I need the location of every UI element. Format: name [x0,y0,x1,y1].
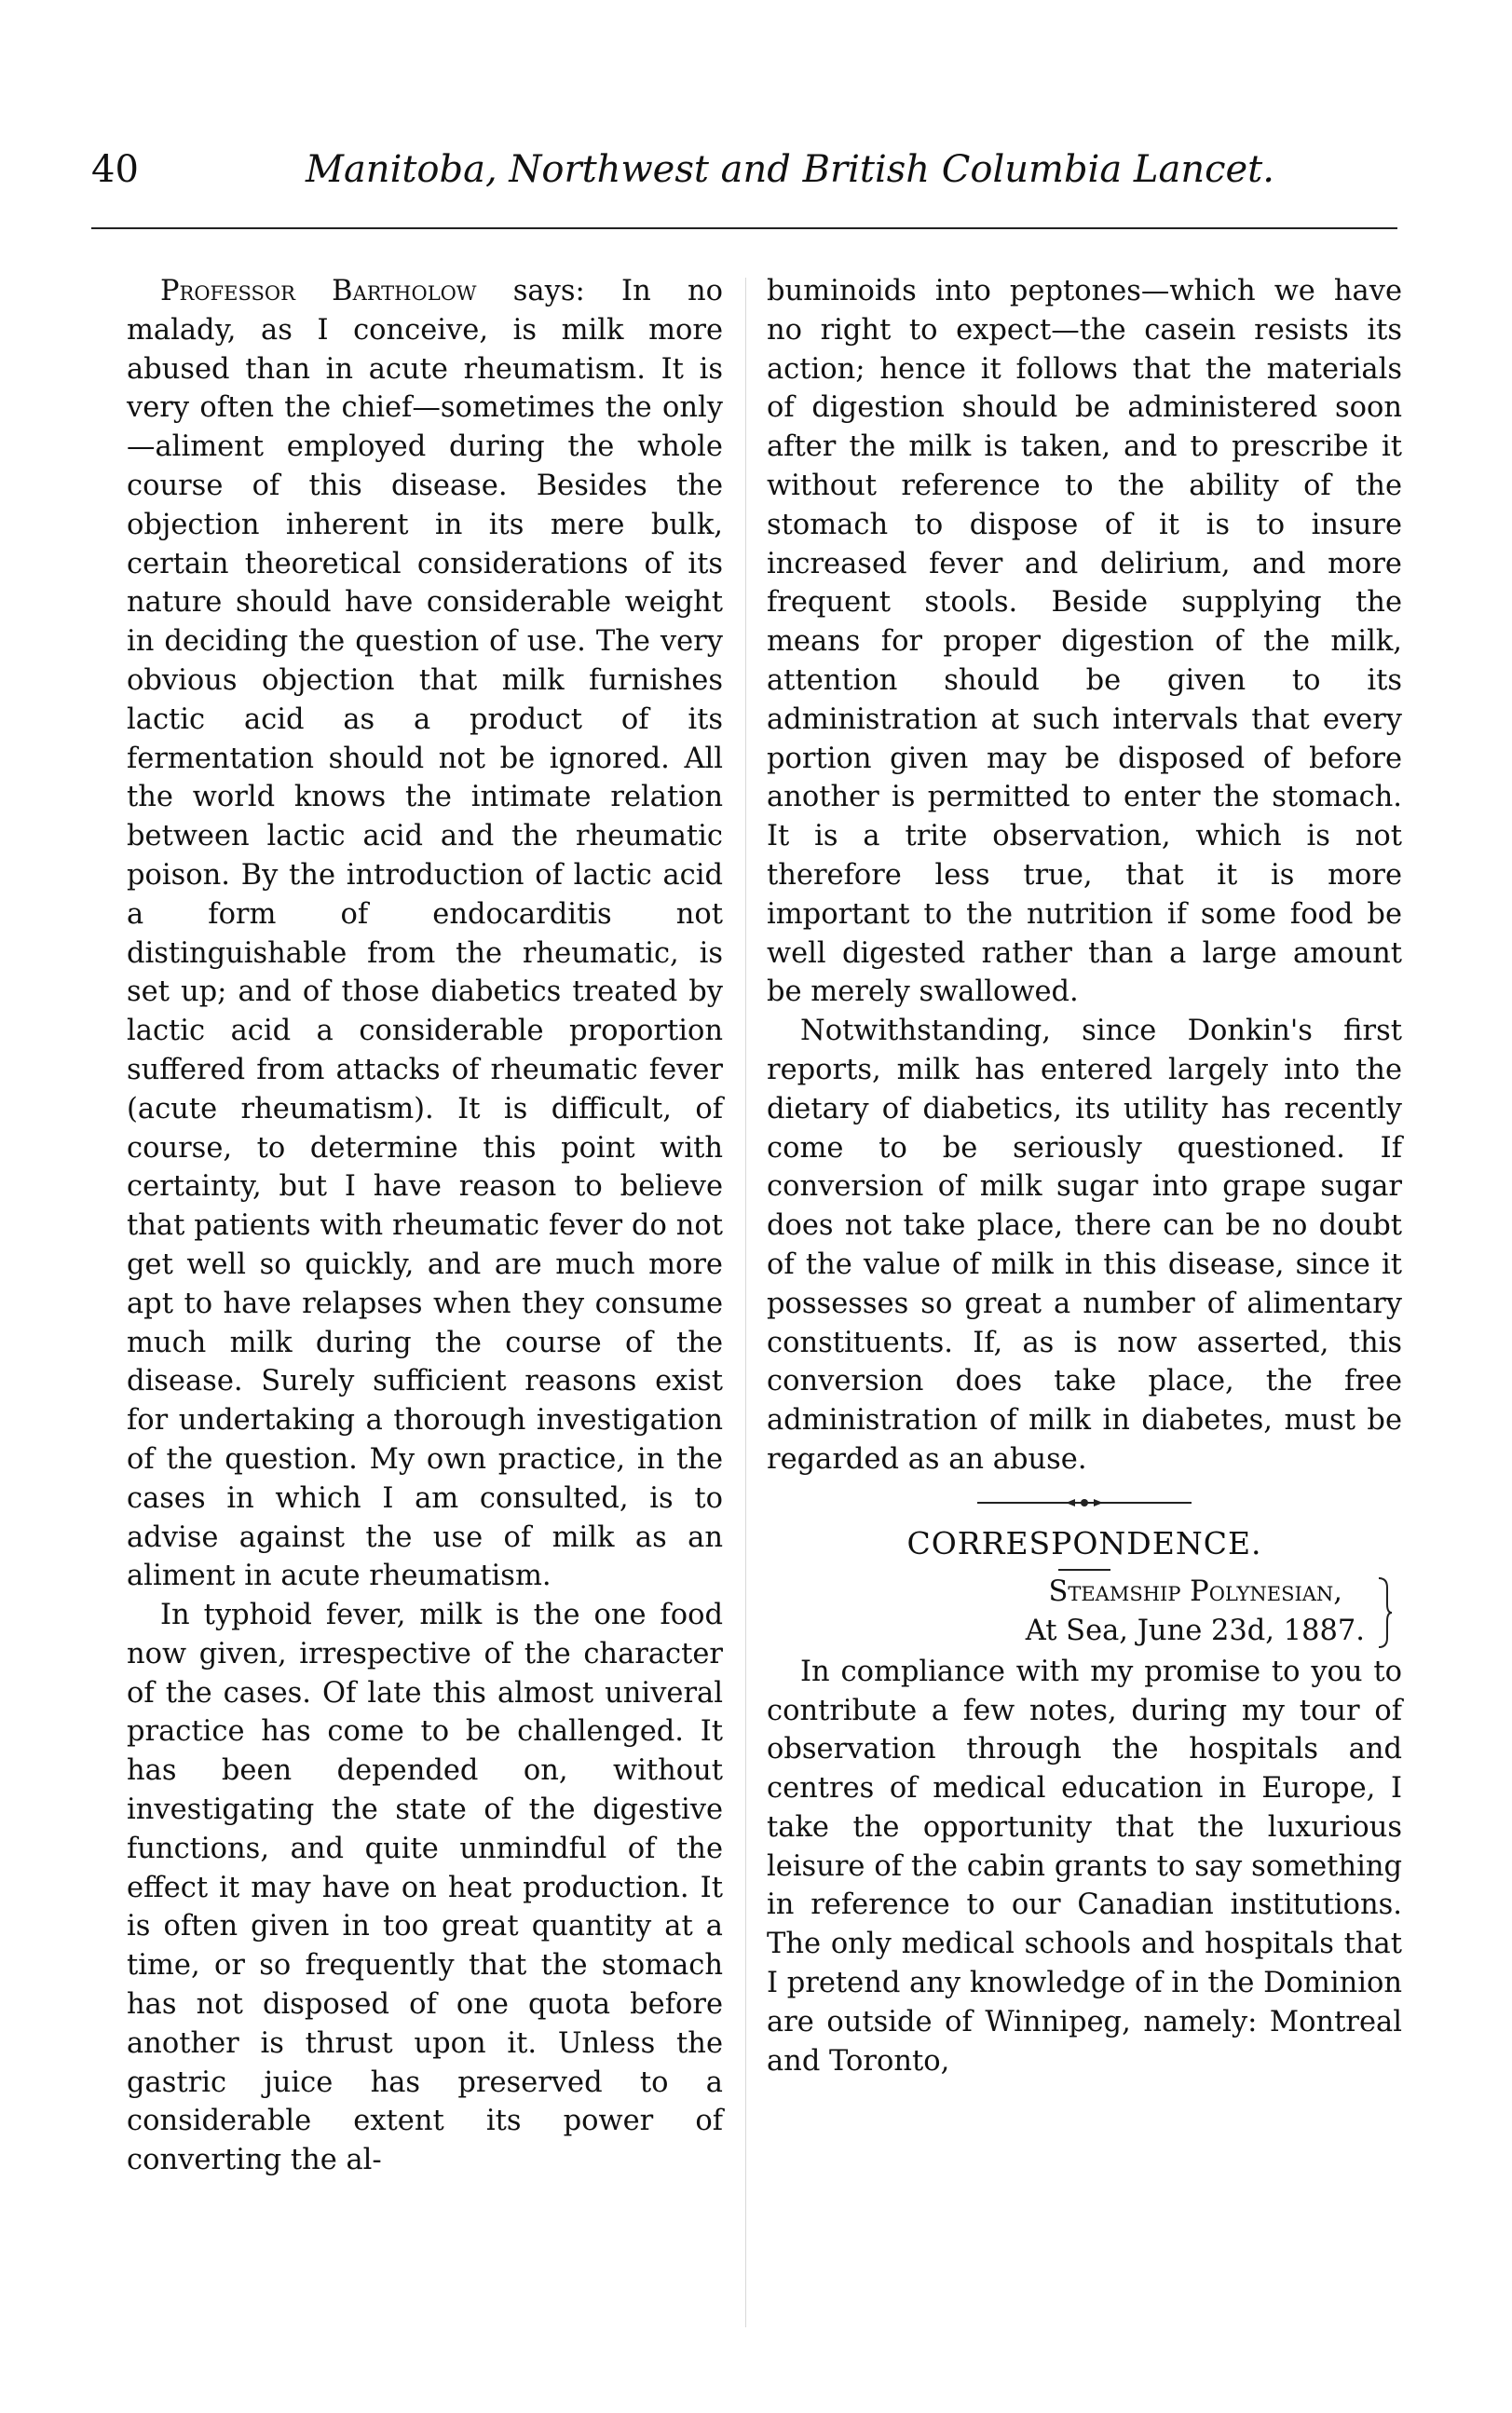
dateline-date: At Sea, June 23d, 1887. [1025,1614,1365,1647]
paragraph-letter: In compliance with my promise to you to contribute a few notes, during my tour of observation through the hospitals and centres of medical education in Europe, I take the opportunity that the luxurious leisure of the cabin grants to say something in reference to our Canadian institutions. The only medical schools and hospitals that I pretend any knowledge of in the Dominion are outside of Winnipeg, namely: Montreal and Toronto, [767,1655,1402,2078]
heading-rule [1058,1569,1110,1571]
running-head [91,147,1396,203]
letter-dateline [767,1573,1402,1653]
author-name: Professor Bartholow [160,275,477,307]
paragraph-typhoid: In typhoid fever, milk is the one food now given, irrespective of the character of the cases. Of late this almost univeral practice has come to be challenged. It has been depended on, without investigating the state of the digestive functions, and quite unmindful of the effect it may have on heat production. It is often given in too great quantity at a time, or so frequently that the stomach has not disposed of one quota before another is thrust upon it. Unless the gastric juice has preserved to a considerable extent its power of converting the al- [127,1599,723,2177]
page-number: 40 [91,148,139,191]
section-heading: CORRESPONDENCE. [906,1524,1262,1561]
dateline-ship: Steamship Polynesian, [1048,1575,1342,1608]
ornament-divider-icon [977,1496,1192,1509]
header-rule [91,227,1397,229]
left-column [127,272,723,2180]
journal-title: Manitoba, Northwest and British Columbia Lancet. [306,148,1274,191]
right-column [767,272,1402,2080]
column-gutter [745,278,746,2327]
section-ornament [767,1496,1402,1509]
paragraph-bartholow [127,272,723,1596]
paragraph-continuation: buminoids into peptones—which we have no right to expect—the casein resists its action; hence it follows that the materials of digestion should be administered soon after the milk is taken, and to prescribe it without reference to the ability of the stomach to dispose of it is to insure increased fever and delirium, and more frequent stools. Beside supplying the means for proper digestion of the milk, attention should be given to its administration at such intervals that every portion given may be disposed of before another is permitted to enter the stomach. It is a trite observation, which is not therefore less true, that it is more important to the nutrition if some food be well digested rather than a large amount be merely swallowed. [767,275,1402,1009]
brace-icon [1376,1576,1393,1649]
paragraph-diabetics: Notwithstanding, since Donkin's first reports, milk has entered largely into the dietary of diabetics, its utility has recently come to be seriously questioned. If conversion of milk sugar into grape sugar does not take place, there can be no doubt of the value of milk in this disease, since it possesses so great a number of alimentary constituents. If, as is now asserted, this conversion does take place, the free administration of milk in diabetes, must be regarded as an abuse. [767,1015,1402,1476]
paragraph-text: says: In no malady, as I conceive, is milk more abused than in acute rheumatism. It is very often the chief—sometimes the only—aliment employed during the whole course of this disease. Besides the objection inherent in its mere bulk, certain theoretical considerations of its nature should have considerable weight in deciding the question of use. The very obvious objection that milk furnishes lactic acid as a product of its fermentation should not be ignored. All the world knows the intimate relation between lactic acid and the rheumatic poison. By the introduction of lactic acid a form of endocarditis not distinguishable from the rheumatic, is set up; and of those diabetics treated by lactic acid a considerable proportion suffered from attacks of rheumatic fever (acute rheumatism). It is difficult, of course, to determine this point with certainty, but I have reason to believe that patients with rheumatic fever do not get well so quickly, and are much more apt to have relapses when they consume much milk during the course of the disease. Surely sufficient reasons exist for undertaking a thorough investigation of the question. My own practice, in the cases in which I am consulted, is to advise against the use of milk as an aliment in acute rheumatism. [127,275,723,1593]
